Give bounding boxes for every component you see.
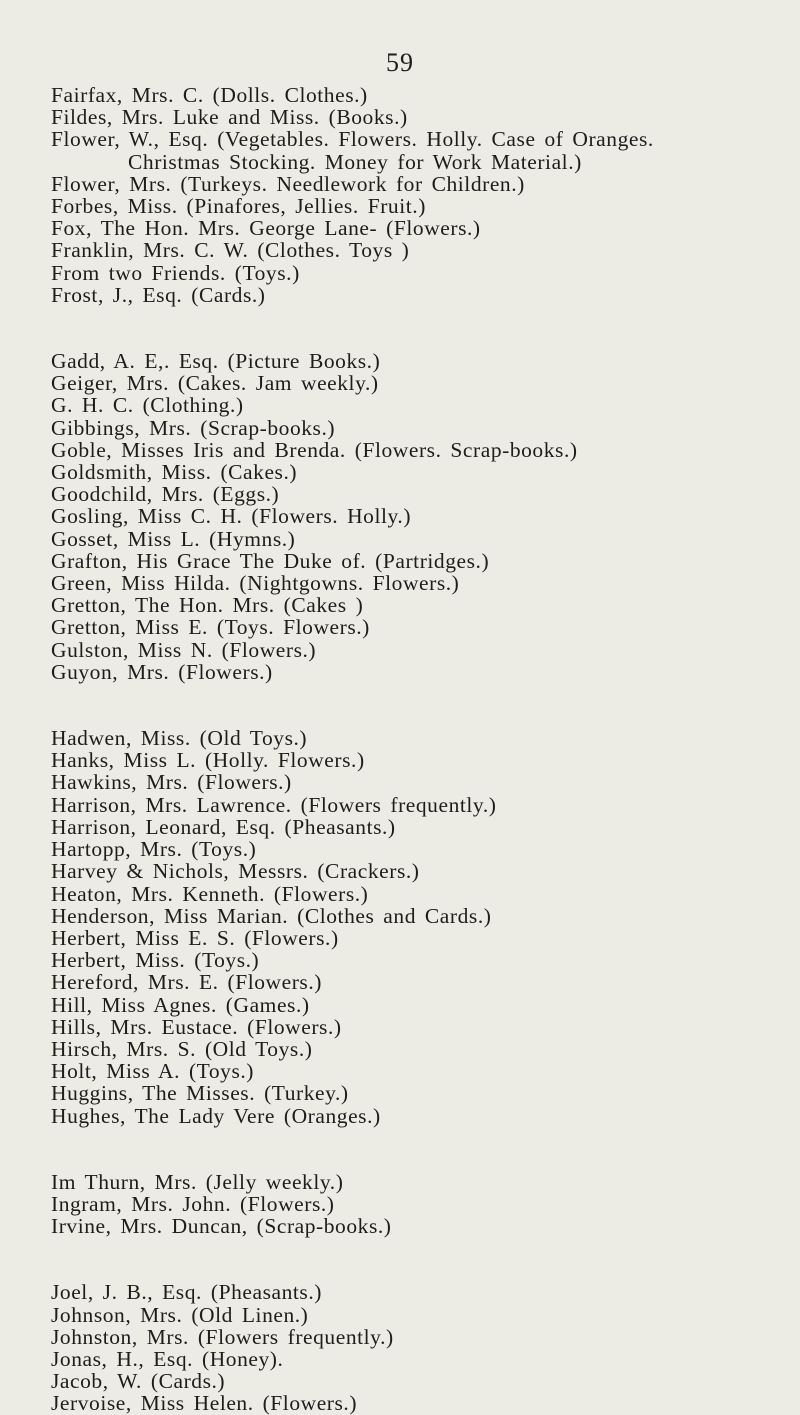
- list-item: Gosling, Miss C. H. (Flowers. Holly.): [51, 504, 412, 529]
- list-item: Fairfax, Mrs. C. (Dolls. Clothes.): [51, 83, 368, 107]
- list-item: Gretton, Miss E. (Toys. Flowers.): [51, 615, 370, 640]
- list-item: Jervoise, Miss Helen. (Flowers.): [51, 1391, 358, 1415]
- list-item: Herbert, Miss. (Toys.): [51, 948, 260, 973]
- list-item: Gibbings, Mrs. (Scrap-books.): [51, 415, 336, 440]
- list-item: Hanks, Miss L. (Holly. Flowers.): [51, 748, 365, 773]
- group-f: [51, 84, 796, 306]
- list-item: Harrison, Leonard, Esq. (Pheasants.): [51, 814, 396, 839]
- list-item: Johnson, Mrs. (Old Linen.): [51, 1302, 309, 1327]
- list-item: Gulston, Miss N. (Flowers.): [51, 637, 317, 662]
- list-item: Holt, Miss A. (Toys.): [51, 1059, 255, 1084]
- list-item: Grafton, His Grace The Duke of. (Partridges.): [51, 548, 490, 573]
- list-item: Harvey & Nichols, Messrs. (Crackers.): [51, 859, 420, 884]
- group-g: [51, 350, 796, 683]
- list-item: Goble, Misses Iris and Brenda. (Flowers. Scrap-books.): [51, 437, 578, 462]
- list-item: Fox, The Hon. Mrs. George Lane- (Flowers.): [51, 216, 481, 241]
- list-item: Ingram, Mrs. John. (Flowers.): [51, 1191, 335, 1216]
- list-item: Henderson, Miss Marian. (Clothes and Cards.): [51, 903, 492, 928]
- list-item: Goodchild, Mrs. (Eggs.): [51, 482, 280, 507]
- group-i: [51, 1171, 796, 1238]
- section-gap: [51, 306, 796, 350]
- list-item: Flower, W., Esq. (Vegetables. Flowers. Holly. Case of Oranges.: [51, 127, 654, 152]
- list-item: G. H. C. (Clothing.): [51, 393, 244, 418]
- list-item: Joel, J. B., Esq. (Pheasants.): [51, 1280, 322, 1305]
- list-item: Geiger, Mrs. (Cakes. Jam weekly.): [51, 371, 379, 396]
- list-item: Goldsmith, Miss. (Cakes.): [51, 460, 298, 485]
- list-item: Hadwen, Miss. (Old Toys.): [51, 726, 308, 751]
- list-item: Hills, Mrs. Eustace. (Flowers.): [51, 1014, 342, 1039]
- list-item: Hawkins, Mrs. (Flowers.): [51, 770, 292, 795]
- list-item: Heaton, Mrs. Kenneth. (Flowers.): [51, 881, 369, 906]
- page-number: 59: [386, 48, 414, 77]
- list-item: Herbert, Miss E. S. (Flowers.): [51, 925, 339, 950]
- list-item: From two Friends. (Toys.): [51, 260, 300, 285]
- group-j: [51, 1281, 796, 1414]
- section-gap: [51, 1127, 796, 1171]
- list-item: Johnston, Mrs. (Flowers frequently.): [51, 1324, 394, 1349]
- list-item: Hartopp, Mrs. (Toys.): [51, 837, 257, 862]
- donor-list: [51, 84, 796, 1415]
- list-item-continuation: Christmas Stocking. Money for Work Material.): [128, 149, 582, 174]
- list-item: Hirsch, Mrs. S. (Old Toys.): [51, 1036, 313, 1061]
- list-item: Forbes, Miss. (Pinafores, Jellies. Fruit.): [51, 194, 426, 219]
- list-item: Hereford, Mrs. E. (Flowers.): [51, 970, 322, 995]
- list-item: Im Thurn, Mrs. (Jelly weekly.): [51, 1169, 344, 1194]
- list-item: Flower, Mrs. (Turkeys. Needlework for Children.): [51, 171, 525, 196]
- list-item: Fildes, Mrs. Luke and Miss. (Books.): [51, 105, 408, 130]
- list-item: Gosset, Miss L. (Hymns.): [51, 526, 296, 551]
- list-item: Franklin, Mrs. C. W. (Clothes. Toys ): [51, 238, 410, 263]
- list-item: Harrison, Mrs. Lawrence. (Flowers frequently.): [51, 792, 497, 817]
- list-item: Frost, J., Esq. (Cards.): [51, 282, 266, 307]
- list-item: Hill, Miss Agnes. (Games.): [51, 992, 310, 1017]
- list-item: Huggins, The Misses. (Turkey.): [51, 1081, 349, 1106]
- list-item: Jacob, W. (Cards.): [51, 1369, 226, 1394]
- list-item: Green, Miss Hilda. (Nightgowns. Flowers.): [51, 571, 460, 596]
- list-item: Irvine, Mrs. Duncan, (Scrap-books.): [51, 1214, 392, 1239]
- list-item: Gadd, A. E,. Esq. (Picture Books.): [51, 349, 381, 374]
- list-item: Guyon, Mrs. (Flowers.): [51, 659, 273, 684]
- section-gap: [51, 683, 796, 727]
- list-item: Gretton, The Hon. Mrs. (Cakes ): [51, 593, 364, 618]
- list-item: Hughes, The Lady Vere (Oranges.): [51, 1103, 381, 1128]
- section-gap: [51, 1237, 796, 1281]
- list-item: Jonas, H., Esq. (Honey).: [51, 1346, 284, 1371]
- group-h: [51, 727, 796, 1127]
